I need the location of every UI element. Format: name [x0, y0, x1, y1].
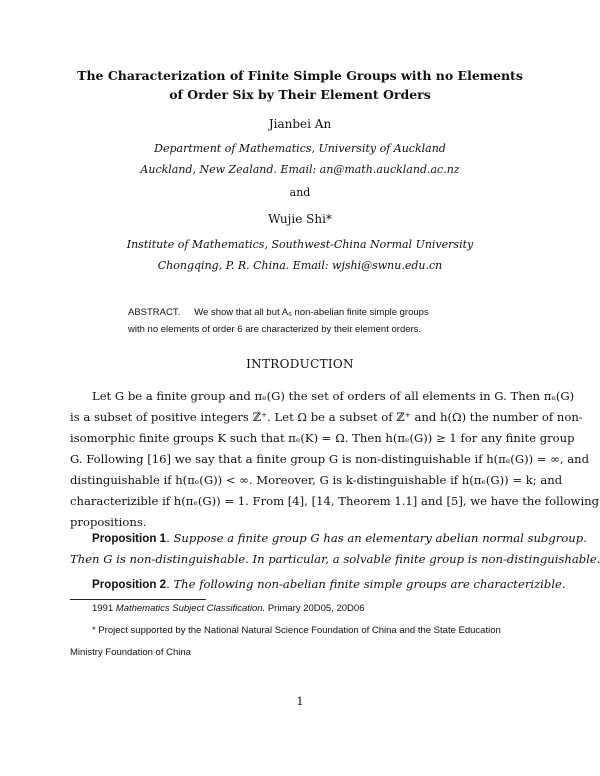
proposition-1-label: Proposition 1 [92, 532, 167, 545]
abstract-line-2: with no elements of order 6 are characterized by their element orders. [128, 324, 422, 335]
affiliation-2-line-2: Chongqing, P. R. China. Email: wjshi@swnu.edu.cn [157, 259, 443, 272]
proposition-1-line-2: Then G is non-distinguishable. In particular, a solvable finite group is non-distinguishable. [70, 552, 600, 566]
footnote-2-line-1: * Project supported by the National Natural Science Foundation of China and the State Education [92, 625, 501, 636]
title-line-2: of Order Six by Their Element Orders [169, 87, 431, 102]
proposition-2: Proposition 2. The following non-abelian finite simple groups are characterizible. [92, 577, 566, 591]
affiliation-2-line-1: Institute of Mathematics, Southwest-China Normal University [126, 238, 474, 251]
footnote-1-prefix: 1991 [92, 603, 114, 614]
proposition-2-label: Proposition 2 [92, 578, 167, 591]
page-number: 1 [296, 695, 304, 708]
affiliation-1-line-1: Department of Mathematics, University of Auckland [154, 142, 446, 155]
and-separator: and [289, 186, 311, 199]
intro-line: distinguishable if h(πₑ(G)) < ∞. Moreover, G is k-distinguishable if h(πₑ(G)) = k; and [70, 473, 563, 487]
abstract-line-1: We show that all but A₆ non-abelian finite simple groups [194, 307, 429, 318]
intro-line: Let G be a finite group and πₑ(G) the set of orders of all elements in G. Then πₑ(G) [92, 389, 575, 403]
footnote-2-line-2: Ministry Foundation of China [70, 647, 191, 658]
introduction-paragraph [70, 386, 600, 533]
intro-line: characterizible if h(πₑ(G)) = 1. From [4], [14, Theorem 1.1] and [5], we have the following [70, 494, 600, 508]
proposition-2-text: The following non-abelian finite simple groups are characterizible. [173, 577, 566, 591]
footnote-2 [70, 620, 530, 664]
footnote-1 [70, 598, 530, 620]
affiliation-1-line-2: Auckland, New Zealand. Email: an@math.auckland.ac.nz [140, 163, 460, 176]
proposition-1: Proposition 1. Suppose a finite group G has an elementary abelian normal subgroup. Then G is non-distinguishable. In particular, a solvable finite group is non-distinguishable. [70, 531, 600, 566]
intro-line: is a subset of positive integers ℤ⁺. Let Ω be a subset of ℤ⁺ and h(Ω) the number of non- [70, 410, 583, 424]
abstract-label: ABSTRACT. [128, 307, 181, 318]
author-2: Wujie Shi* [268, 212, 332, 226]
intro-line: G. Following [16] we say that a finite group G is non-distinguishable if h(πₑ(G)) = ∞, and [70, 452, 590, 466]
paper-title [0, 66, 600, 104]
author-1: Jianbei An [268, 117, 332, 131]
title-line-1: The Characterization of Finite Simple Groups with no Elements [77, 68, 523, 83]
footnote-1-classification: Mathematics Subject Classification. [115, 603, 266, 614]
section-heading-introduction: INTRODUCTION [246, 357, 354, 371]
footnote-1-codes: Primary 20D05, 20D06 [267, 603, 365, 614]
intro-line: isomorphic finite groups K such that πₑ(K) = Ω. Then h(πₑ(G)) ≥ 1 for any finite group [70, 431, 575, 445]
intro-line: propositions. [70, 515, 147, 529]
proposition-1-line-1: Suppose a finite group G has an elementary abelian normal subgroup. [173, 531, 587, 545]
abstract [128, 304, 488, 338]
